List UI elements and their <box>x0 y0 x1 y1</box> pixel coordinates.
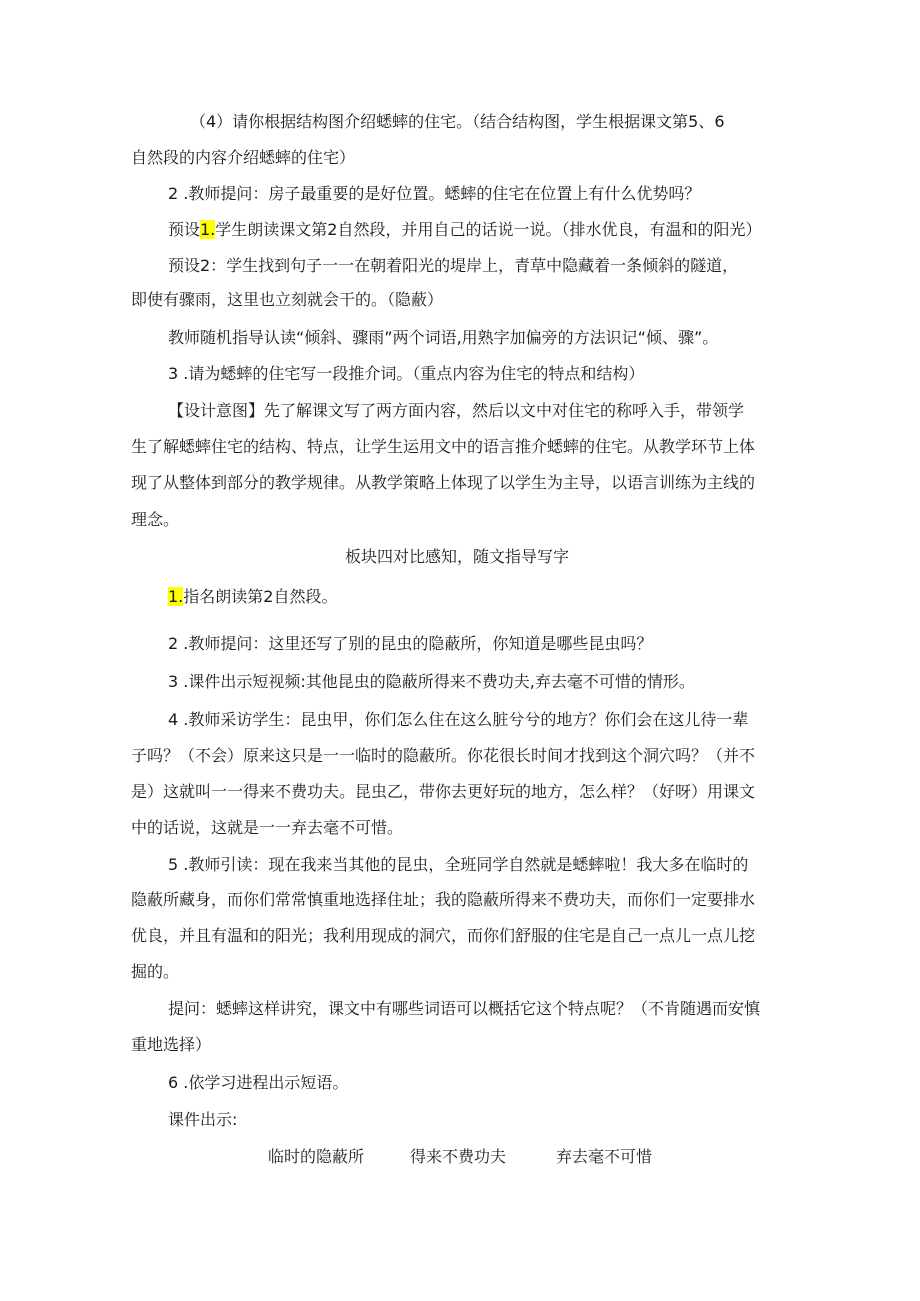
preset-label: 预设 <box>168 220 201 239</box>
paragraph-line: 自然段的内容介绍蟋蟀的住宅） <box>131 148 356 167</box>
paragraph-text: 学生朗读课文第2自然段，并用自己的话说一说。（排水优良，有温和的阳光） <box>215 220 762 239</box>
paragraph-line: 3 .请为蟋蟀的住宅写一段推介词。（重点内容为住宅的特点和结构） <box>168 364 645 383</box>
paragraph-text: 指名朗读第2自然段。 <box>183 587 338 606</box>
paragraph-line: 6 .依学习进程出示短语。 <box>168 1073 349 1092</box>
paragraph-line: 现了从整体到部分的教学规律。从教学策略上体现了以学生为主导，以语言训练为主线的 <box>131 473 756 492</box>
phrase-item: 得来不费功夫 <box>410 1147 507 1166</box>
paragraph-line: （4）请你根据结构图介绍蟋蟀的住宅。（结合结构图，学生根据课文第5、6 <box>190 112 725 131</box>
paragraph-line: 课件出示: <box>168 1110 238 1129</box>
paragraph-line <box>168 218 761 242</box>
paragraph-line: 理念。 <box>131 510 180 529</box>
paragraph-line: 是）这就叫一一得来不费功夫。昆虫乙，带你去更好玩的地方，怎么样？（好呀）用课文 <box>131 782 756 801</box>
paragraph-line: 中的话说，这就是一一弃去毫不可惜。 <box>131 818 404 837</box>
paragraph-line: 提问：蟋蟀这样讲究，课文中有哪些词语可以概括它这个特点呢？（不肯随遇而安慎 <box>168 999 761 1018</box>
paragraph-line: 掘的。 <box>131 962 180 981</box>
paragraph-line: 3 .课件出示短视频:其他昆虫的隐蔽所得来不费功夫,弃去毫不可惜的情形。 <box>168 672 695 691</box>
phrase-item: 临时的隐蔽所 <box>268 1147 365 1166</box>
paragraph-line: 重地选择） <box>131 1035 212 1054</box>
paragraph-line: 2 .教师提问：这里还写了别的昆虫的隐蔽所，你知道是哪些昆虫吗？ <box>168 634 653 653</box>
highlighted-number: 1. <box>200 220 216 239</box>
section-heading: 板块四对比感知，随文指导写字 <box>345 547 570 566</box>
paragraph-line: 隐蔽所藏身，而你们常常慎重地选择住址；我的隐蔽所得来不费功夫，而你们一定要排水 <box>131 890 756 909</box>
paragraph-line <box>168 585 337 609</box>
paragraph-line: 生了解蟋蟀住宅的结构、特点，让学生运用文中的语言推介蟋蟀的住宅。从教学环节上体 <box>131 437 756 456</box>
paragraph-line: 预设2：学生找到句子一一在朝着阳光的堤岸上，青草中隐藏着一条倾斜的隧道， <box>168 256 739 275</box>
highlighted-number: 1. <box>168 587 184 606</box>
paragraph-line: 子吗？（不会）原来这只是一一临时的隐蔽所。你花很长时间才找到这个洞穴吗？（并不 <box>131 746 756 765</box>
paragraph-line: 4 .教师采访学生：昆虫甲，你们怎么住在这么脏兮兮的地方？你们会在这儿待一辈 <box>168 710 749 729</box>
paragraph-line: 2 .教师提问：房子最重要的是好位置。蟋蟀的住宅在位置上有什么优势吗？ <box>168 184 701 203</box>
paragraph-line: 即使有骤雨，这里也立刻就会干的。（隐蔽） <box>131 290 444 309</box>
paragraph-line: 【设计意图】先了解课文写了两方面内容，然后以文中对住宅的称呼入手，带领学 <box>168 401 745 420</box>
paragraph-line: 教师随机指导认读“倾斜、骤雨”两个词语,用熟字加偏旁的方法识记“倾、骤”。 <box>168 328 719 347</box>
paragraph-line: 5 .教师引读：现在我来当其他的昆虫，全班同学自然就是蟋蟀啦！我大多在临时的 <box>168 855 749 874</box>
phrase-item: 弃去毫不可惜 <box>556 1147 653 1166</box>
paragraph-line: 优良，并且有温和的阳光；我利用现成的洞穴，而你们舒服的住宅是自己一点儿一点儿挖 <box>131 926 756 945</box>
